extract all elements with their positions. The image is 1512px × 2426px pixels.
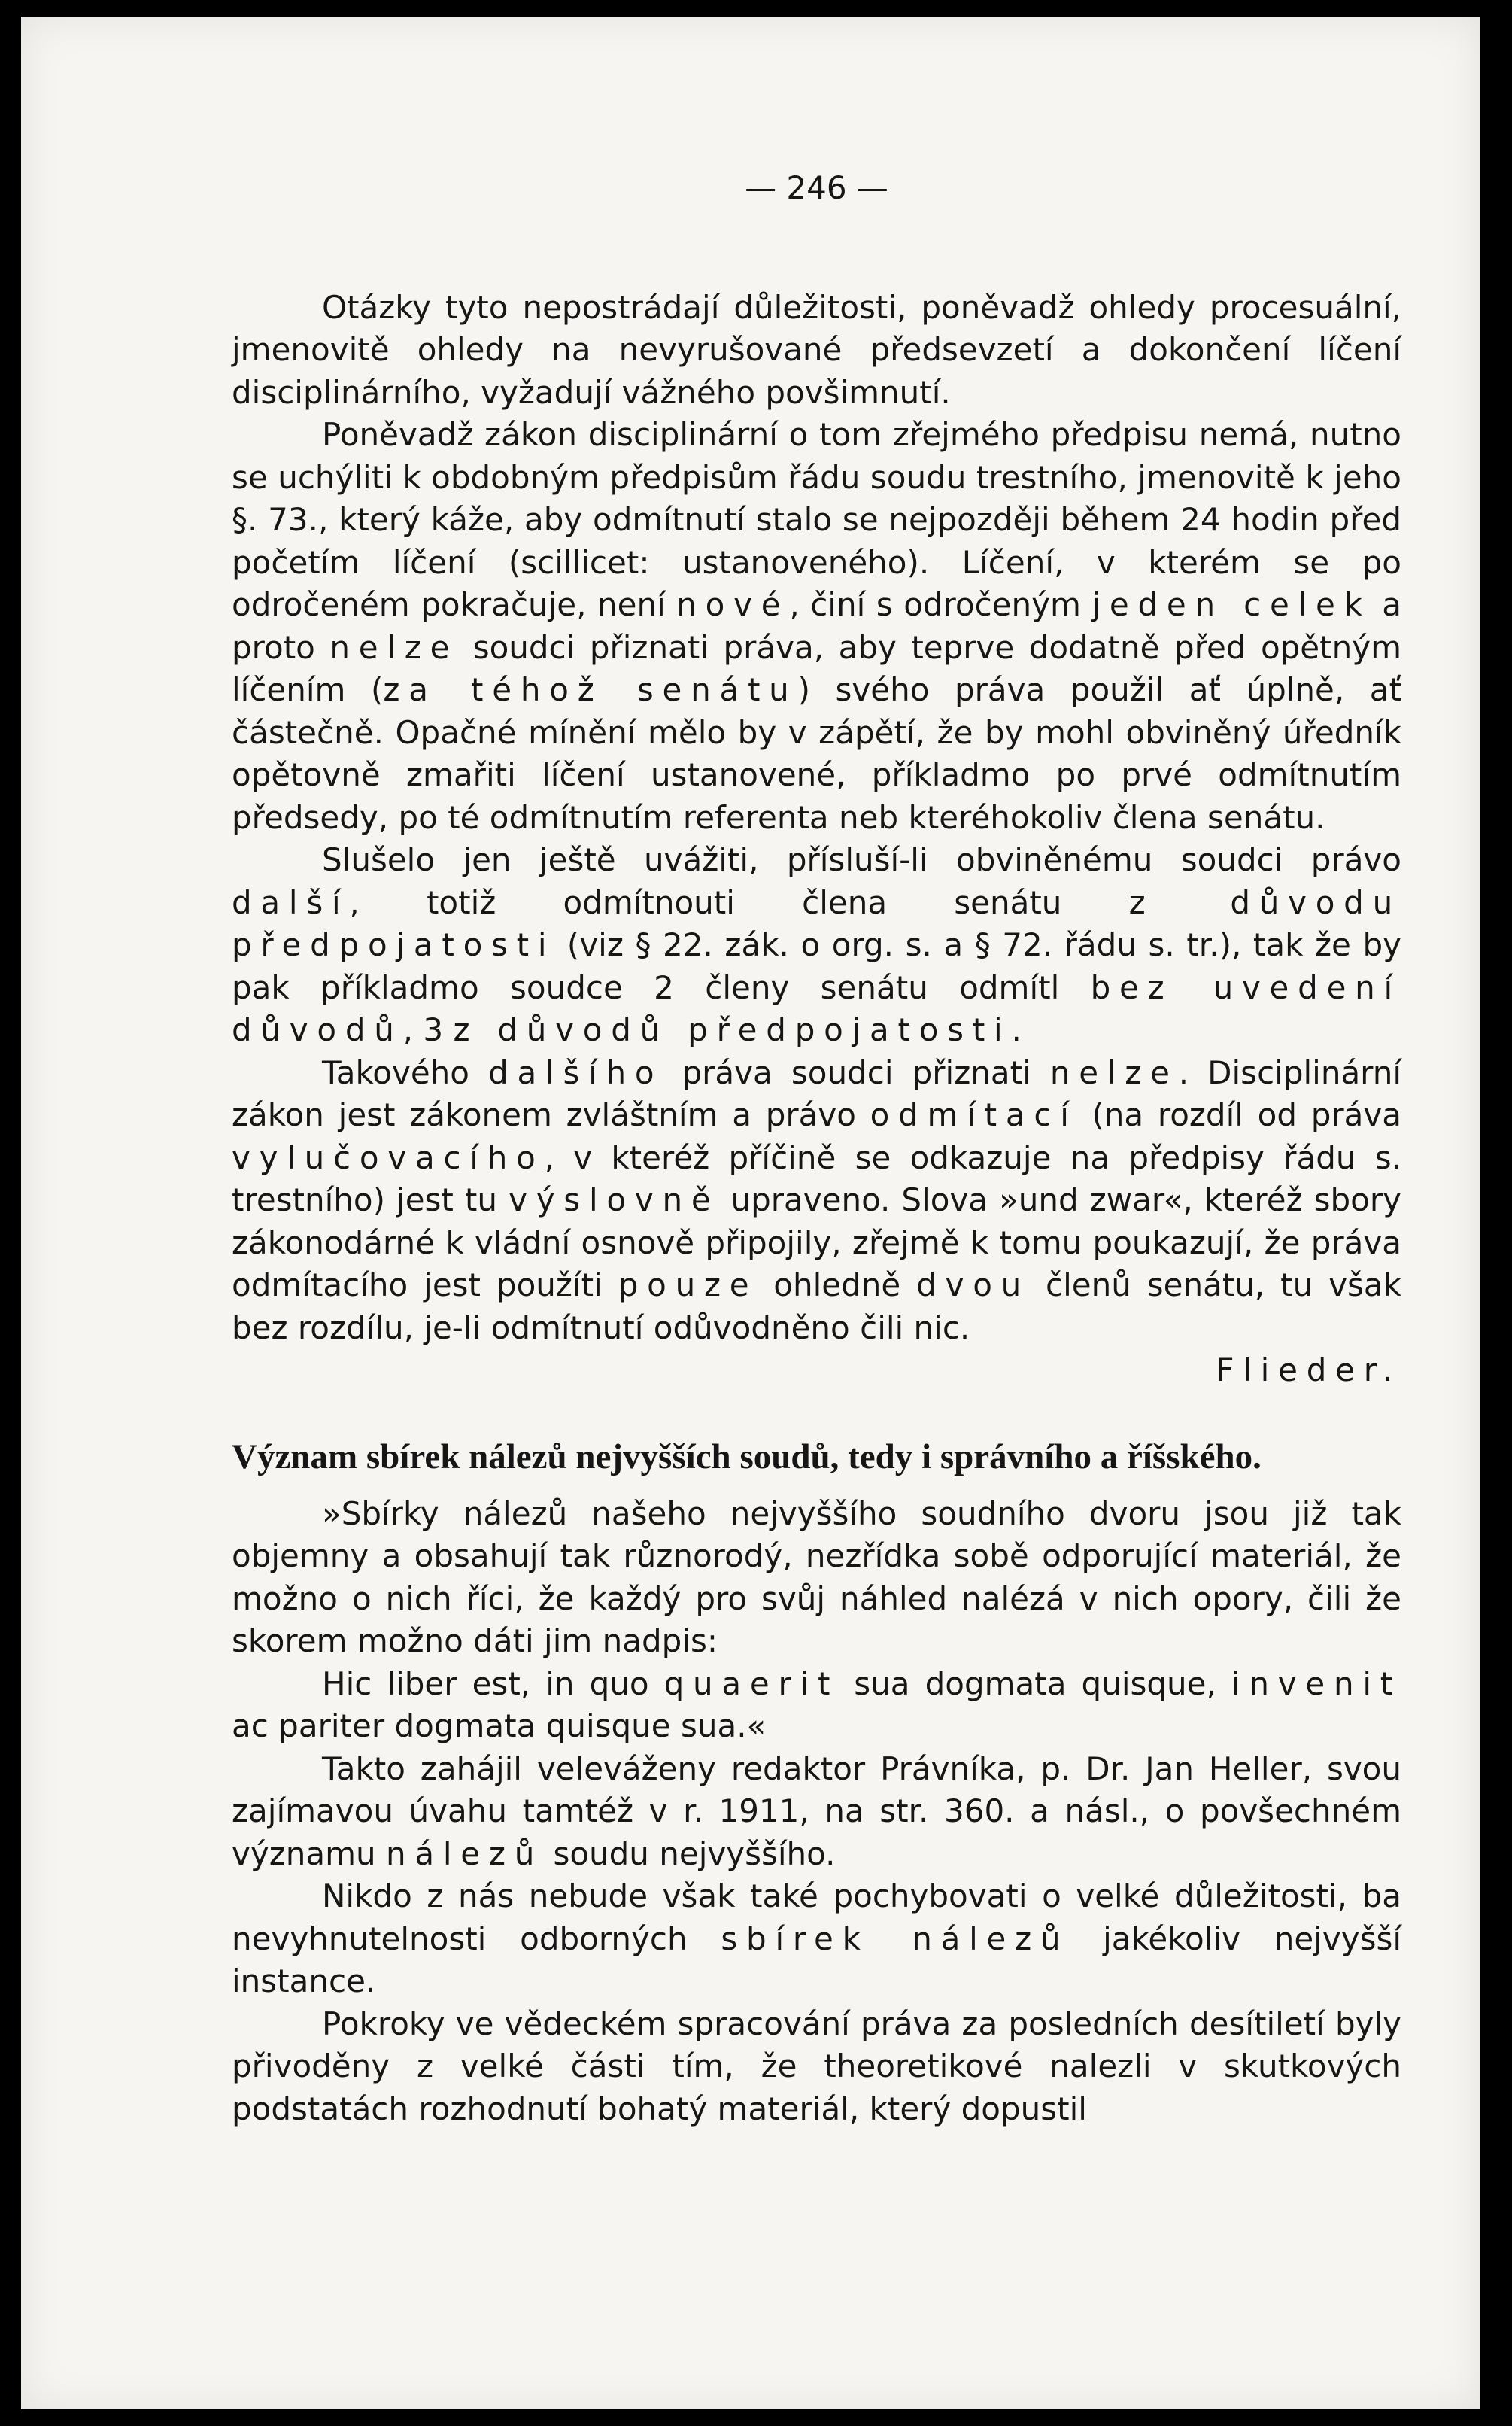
paragraph-7: Nikdo z nás nebude však také pochybovati o velké důležitosti, ba nevyhnutelnosti odborných sbírek nálezů jakékoliv nejvyšší instance. (232, 1877, 1401, 1999)
book-page (21, 17, 1480, 2409)
spaced-emphasis: výslovně (509, 1181, 720, 1218)
paragraph-2: Poněvadž zákon disciplinární o tom zřejmého předpisu nemá, nutno se uchýliti k obdobným předpisům řádu soudu trestního, jmenovitě k jeho §. 73., který káže, aby odmítnutí stalo se nejpozději během 24 hodin před početím líčení (scillicet: ustanoveného). Líčení, v kterém se po odročeném pokračuje, není nové, činí s odročeným jeden celek a proto nelze soudci přiznati práva, aby teprve dodatně před opětným líčením (za téhož senátu) svého práva použil ať úplně, ať částečně. Opačné mínění mělo by v zápětí, že by mohl obviněný úředník opětovně zmařiti líčení ustanovené, příkladmo po prvé odmítnutím předsedy, po té odmítnutím referenta neb kteréhokoliv člena senátu. (232, 416, 1401, 836)
latin-quote: Hic liber est, in quo quaerit sua dogmata quisque, invenit ac pariter dogmata quisque sua.« (232, 1664, 1401, 1744)
section-heading: Význam sbírek nálezů nejvyšších soudů, tedy i správního a říšského. (232, 1436, 1262, 1476)
spaced-emphasis: invenit (1231, 1664, 1401, 1702)
paragraph-3: Slušelo jen ještě uvážiti, přísluší-li obviněnému soudci právo další, totiž odmítnouti člena senátu z důvodu předpojatosti (viz § 22. zák. o org. s. a § 72. řádu s. tr.), tak že by pak příkladmo soudce 2 členy senátu odmítl bez uvedení důvodů, 3 z důvodů předpojatosti. (232, 841, 1401, 1048)
page-content (232, 167, 1401, 2130)
spaced-emphasis: nálezů (386, 1835, 544, 1872)
spaced-emphasis: pouze (618, 1266, 758, 1303)
spaced-emphasis: quaerit (663, 1664, 839, 1702)
paragraph-6: Takto zahájil veleváženy redaktor Právníka, p. Dr. Jan Heller, svou zajímavou úvahu tamtéž v r. 1911, na str. 360. a násl., o povšechném významu nálezů soudu nejvyššího. (232, 1750, 1401, 1872)
page-number: — 246 — (745, 169, 888, 206)
spaced-emphasis: dalšího (488, 1053, 663, 1091)
spaced-emphasis: vylučovacího (232, 1139, 545, 1176)
author-signature: Flieder. (1216, 1351, 1401, 1388)
paragraph-1: Otázky tyto nepostrádají důležitosti, poněvadž ohledy procesuální, jmenovitě ohledy na nevyrušované předsevzetí a dokončení líčení disciplinárního, vyžadují vážného povšimnutí. (232, 288, 1401, 411)
spaced-emphasis: dvou (916, 1266, 1031, 1303)
spaced-emphasis: sbírek nálezů (721, 1920, 1070, 1957)
spaced-emphasis: za téhož senátu (383, 671, 798, 708)
spaced-emphasis: nové (676, 586, 790, 623)
paragraph-4: Takového dalšího práva soudci přiznati nelze. Disciplinární zákon jest zákonem zvláštním a právo odmítací (na rozdíl od práva vylučovacího, v kteréž příčině se odkazuje na předpisy řádu s. trestního) jest tu výslovně upraveno. Slova »und zwar«, kteréž sbory zákonodárné k vládní osnově připojily, zřejmě k tomu poukazují, že práva odmítacího jest použíti pouze ohledně dvou členů senátu, tu však bez rozdílu, je-li odmítnutí odůvodněno čili nic. Flieder. (232, 1052, 1401, 1392)
spaced-emphasis: další (232, 883, 350, 921)
spaced-emphasis: z důvodu předpojatosti (232, 883, 1401, 963)
spaced-emphasis: z důvodů předpojatosti (453, 1011, 1012, 1048)
spaced-emphasis: bez uvedení důvodů (232, 968, 1401, 1048)
paragraph-5: »Sbírky nálezů našeho nejvyššího soudního dvoru jsou již tak objemny a obsahují tak různorodý, nezřídka sobě odporující materiál, že možno o nich říci, že každý pro svůj náhled nalézá v nich opory, čili že skorem možno dáti jim nadpis: (232, 1494, 1401, 1659)
spaced-emphasis: jeden celek (1091, 586, 1371, 623)
spaced-emphasis: nelze (1049, 1053, 1179, 1091)
paragraph-8: Pokroky ve vědeckém spracování práva za posledních desítiletí byly přivoděny z velké části tím, že theoretikové nalezli v skutkových podstatách rozhodnutí bohatý materiál, který dopustil (232, 2005, 1401, 2127)
spaced-emphasis: odmítací (870, 1096, 1078, 1133)
spaced-emphasis: nelze (329, 628, 459, 666)
